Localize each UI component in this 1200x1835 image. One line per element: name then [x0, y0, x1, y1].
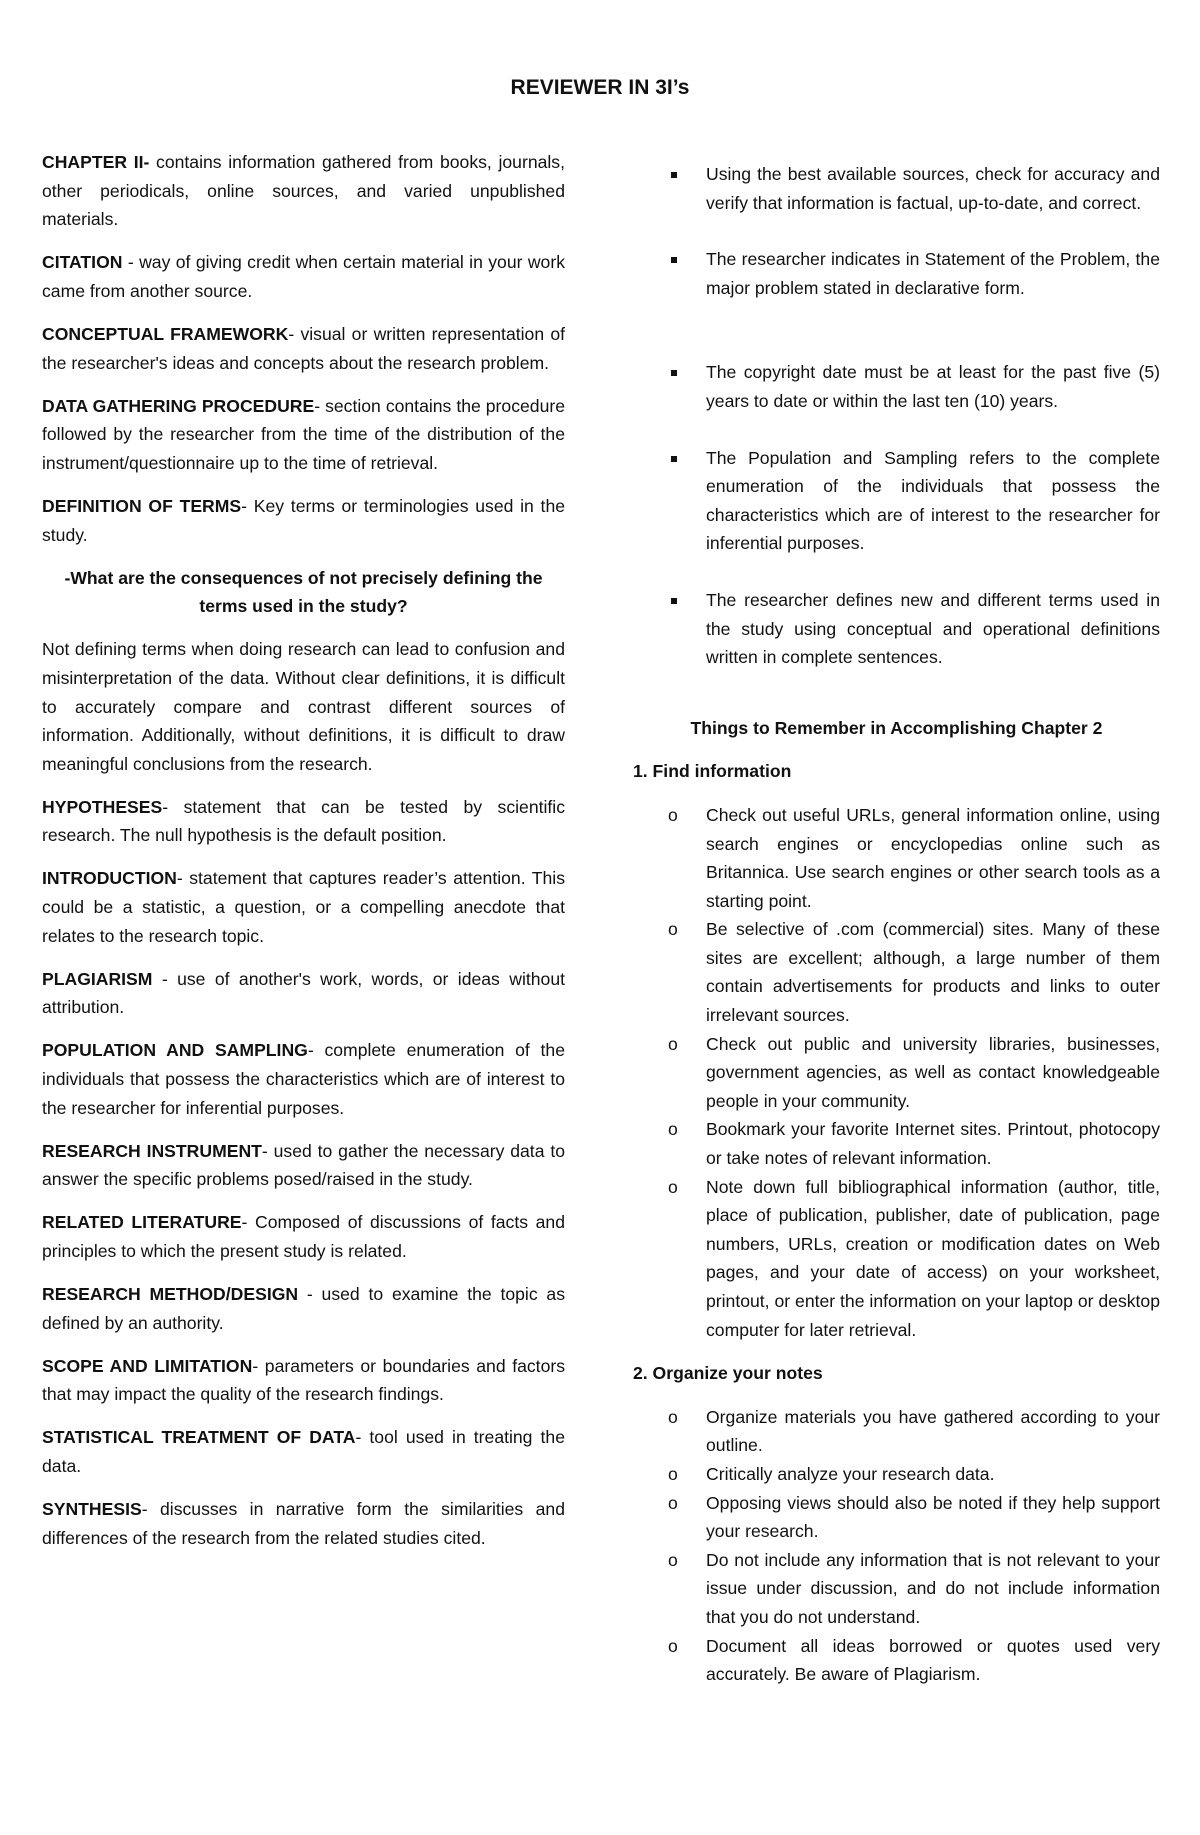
- term-definition: used to gather the necessary data to answer the specific problems posed/raised in the study.: [42, 1140, 566, 1190]
- left-column: [42, 148, 565, 1567]
- list-item: [633, 1489, 1160, 1546]
- term-name: SYNTHESIS: [42, 1499, 142, 1520]
- term-entry: [42, 1208, 565, 1265]
- square-bullet-icon: [671, 172, 677, 178]
- list-item-text: Check out public and university libraries, businesses, government agencies, as well as contact knowledgeable people in your community.: [706, 1033, 1160, 1111]
- term-entry: [42, 392, 565, 478]
- term-name: INTRODUCTION: [42, 868, 177, 889]
- term-definition: Composed of discussions of facts and principles to which the present study is related.: [42, 1212, 565, 1261]
- term-entry: [42, 248, 565, 305]
- term-separator: -: [176, 868, 190, 889]
- list-item-text: Bookmark your favorite Internet sites. Printout, photocopy or take notes of relevant information.: [706, 1119, 1160, 1169]
- term-definition: visual or written representation of the researcher's ideas and concepts about the research problem.: [42, 323, 566, 373]
- term-entry: [42, 148, 565, 234]
- list-item-text: The copyright date must be at least for the past five (5) years to date or within the last ten (10) years.: [706, 362, 1160, 411]
- term-separator: -: [143, 152, 157, 172]
- question-heading: -What are the consequences of not precisely defining the terms used in the study?: [64, 567, 543, 617]
- list-item-text: The researcher defines new and different terms used in the study using conceptual and operational definitions written in complete sentences.: [706, 589, 1160, 668]
- term-name: DATA GATHERING PROCEDURE: [42, 395, 315, 416]
- list-item: [633, 160, 1160, 217]
- term-entry: [42, 1137, 565, 1194]
- square-bullet-icon: [671, 370, 677, 376]
- list-item: [633, 1030, 1160, 1116]
- circle-bullet-icon: o: [668, 1033, 678, 1054]
- term-separator: -: [355, 1427, 370, 1448]
- list-item-text: Using the best available sources, check for accuracy and verify that information is factual, up-to-date, and correct.: [706, 164, 1160, 213]
- term-separator: -: [307, 1040, 325, 1061]
- list-item: [633, 915, 1160, 1029]
- list-item: [633, 1173, 1160, 1345]
- term-entry: [42, 1423, 565, 1480]
- term-definition: used to examine the topic as defined by an authority.: [42, 1284, 566, 1333]
- term-name: PLAGIARISM: [42, 968, 153, 989]
- term-separator: -: [241, 1212, 255, 1233]
- term-name: POPULATION AND SAMPLING: [42, 1040, 308, 1061]
- list-item: [633, 1115, 1160, 1172]
- list-item-text: Critically analyze your research data.: [706, 1463, 995, 1484]
- term-entry: [42, 320, 565, 377]
- term-definition: use of another's work, words, or ideas without attribution.: [42, 968, 565, 1018]
- circle-bullet-icon: o: [668, 1549, 678, 1570]
- list-item-text: Organize materials you have gathered according to your outline.: [706, 1406, 1160, 1456]
- square-bullet-icon: [671, 456, 677, 462]
- term-name: RESEARCH METHOD/DESIGN: [42, 1284, 299, 1305]
- list-item: [633, 444, 1160, 558]
- list-item: [633, 245, 1160, 302]
- list-item-text: The researcher indicates in Statement of the Problem, the major problem stated in declarative form.: [706, 249, 1160, 298]
- list-item: [633, 358, 1160, 415]
- list-item: [633, 1403, 1160, 1460]
- list-item: [633, 1460, 1160, 1489]
- sub-heading-organize-notes: 2. Organize your notes: [633, 1363, 823, 1384]
- term-name: CHAPTER II: [42, 152, 144, 172]
- term-separator: -: [241, 495, 254, 516]
- square-bullet-icon: [671, 598, 677, 604]
- term-separator: -: [152, 968, 178, 989]
- term-separator: -: [261, 1140, 274, 1161]
- term-definition: way of giving credit when certain material in your work came from another source.: [42, 252, 565, 301]
- term-entry: [42, 793, 565, 850]
- section-heading: Things to Remember in Accomplishing Chapter 2: [690, 717, 1103, 738]
- term-separator: -: [122, 252, 140, 273]
- term-separator: -: [314, 395, 326, 416]
- term-definition: section contains the procedure followed by the researcher from the time of the distribution of the instrument/questionnaire up to the time of retrieval.: [42, 395, 565, 473]
- circle-bullet-icon: o: [668, 1463, 678, 1484]
- term-entry: [42, 1280, 565, 1337]
- term-definition: parameters or boundaries and factors that may impact the quality of the research findings.: [42, 1355, 566, 1405]
- circle-bullet-icon: o: [668, 1176, 678, 1197]
- term-separator: -: [252, 1355, 265, 1376]
- list-item-text: Check out useful URLs, general information online, using search engines or encyclopedias online such as Britannica. Use search engines or other search tools as a starting point.: [706, 804, 1160, 911]
- term-definition: statement that captures reader’s attention. This could be a statistic, a question, or a compelling anecdote that relates to the research topic.: [42, 868, 565, 946]
- term-definition: discusses in narrative form the similarities and differences of the research from the related studies cited.: [42, 1499, 565, 1548]
- term-definition: tool used in treating the data.: [42, 1427, 565, 1477]
- circle-bullet-icon: o: [668, 1492, 678, 1513]
- circle-bullet-icon: o: [668, 1406, 678, 1427]
- list-item-text: Be selective of .com (commercial) sites. Many of these sites are excellent; although, a large number of them contain advertisements for products and links to outer irrelevant sources.: [706, 919, 1160, 1026]
- list-item-text: Do not include any information that is not relevant to your issue under discussion, and do not include information that you do not understand.: [706, 1549, 1160, 1627]
- term-entry: [42, 1036, 565, 1122]
- circle-bullet-icon: o: [668, 1119, 678, 1140]
- list-item: [633, 1546, 1160, 1632]
- organize-notes-list: [633, 1403, 1160, 1689]
- term-name: CITATION: [42, 252, 123, 273]
- term-name: HYPOTHESES: [42, 796, 163, 817]
- term-separator: -: [288, 323, 301, 344]
- page-title: REVIEWER IN 3I’s: [510, 76, 690, 99]
- term-definition: complete enumeration of the individuals that possess the characteristics which are of interest to the researcher for inferential purposes.: [42, 1040, 565, 1118]
- term-name: DEFINITION OF TERMS: [42, 495, 242, 516]
- sub-heading-find-information: 1. Find information: [633, 761, 792, 782]
- square-bullet-icon: [671, 257, 677, 263]
- term-separator: -: [298, 1284, 322, 1305]
- list-item-text: Document all ideas borrowed or quotes used very accurately. Be aware of Plagiarism.: [706, 1635, 1160, 1685]
- term-definition: statement that can be tested by scientific research. The null hypothesis is the default position.: [42, 796, 565, 846]
- term-entry: [42, 1495, 565, 1552]
- term-definition: Key terms or terminologies used in the study.: [42, 495, 566, 545]
- term-definition: contains information gathered from books, journals, other periodicals, online sources, and varied unpublished materials.: [42, 152, 565, 230]
- list-item: [633, 586, 1160, 672]
- term-name: STATISTICAL TREATMENT OF DATA: [42, 1427, 356, 1448]
- answer-paragraph: Not defining terms when doing research can lead to confusion and misinterpretation of the data. Without clear definitions, it is difficult to accurately compare and contrast different sources of information. Additionally, without definitions, it is difficult to draw meaningful conclusions from the research.: [42, 639, 565, 774]
- term-separator: -: [162, 796, 184, 817]
- list-item-text: Note down full bibliographical information (author, title, place of publication, publisher, date of publication, page numbers, URLs, creation or modification dates on Web pages, and your date of access) on your worksheet, printout, or enter the information on your laptop or desktop computer for later retrieval.: [706, 1176, 1160, 1340]
- list-item-text: Opposing views should also be noted if they help support your research.: [706, 1492, 1160, 1542]
- list-item-text: The Population and Sampling refers to the complete enumeration of the individuals that possess the characteristics which are of interest to the researcher for inferential purposes.: [706, 447, 1160, 554]
- term-entry: [42, 492, 565, 549]
- circle-bullet-icon: o: [668, 1635, 678, 1656]
- term-name: SCOPE AND LIMITATION: [42, 1355, 253, 1376]
- term-name: CONCEPTUAL FRAMEWORK: [42, 323, 289, 344]
- term-entry: [42, 965, 565, 1022]
- list-item: [633, 1632, 1160, 1689]
- right-column: [633, 160, 1160, 1689]
- term-entry: [42, 864, 565, 950]
- term-separator: -: [141, 1499, 161, 1520]
- term-entry: [42, 1352, 565, 1409]
- find-information-list: [633, 801, 1160, 1344]
- term-name: RELATED LITERATURE: [42, 1212, 242, 1233]
- circle-bullet-icon: o: [668, 804, 678, 825]
- reminder-list: [633, 160, 1160, 672]
- circle-bullet-icon: o: [668, 919, 678, 940]
- list-item: [633, 801, 1160, 915]
- term-name: RESEARCH INSTRUMENT: [42, 1140, 262, 1161]
